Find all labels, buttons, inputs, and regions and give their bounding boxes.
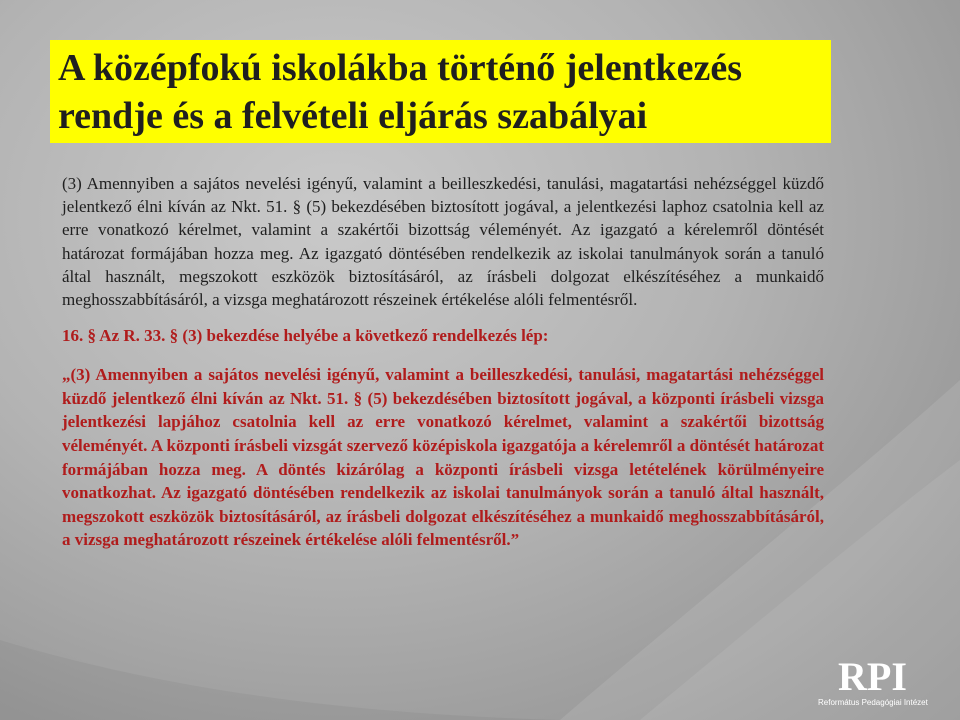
rpi-logo-text: RPI xyxy=(838,654,907,698)
rpi-logo xyxy=(812,648,952,716)
original-provision-paragraph: (3) Amennyiben a sajátos nevelési igényű, valamint a beilleszkedési, tanulási, magatartási nehézséggel küzdő jelentkező élni kíván az Nkt. 51. § (5) bekezdésében biztosított jogával, a jelentkezési laphoz csatolnia kell az erre vonatkozó kérelmet, valamint a szakértői bizottság véleményét. Az igazgató a kérelemről döntését határozat formájában hozza meg. Az igazgató döntésében rendelkezik az iskolai tanulmányok során a tanuló által használt, megszokott eszközök biztosításáról, az írásbeli dolgozat elkészítéséhez a munkaidő meghosszabbításáról, a vizsga meghatározott részeinek értékelése alóli felmentésről. xyxy=(62,174,824,310)
amended-provision-paragraph: „(3) Amennyiben a sajátos nevelési igényű, valamint a beilleszkedési, tanulási, magatartási nehézséggel küzdő jelentkező élni kíván az Nkt. 51. § (5) bekezdésében biztosított jogával, a központi írásbeli vizsga jelentkezési lapjához csatolnia kell az erre vonatkozó kérelmet, valamint a szakértői bizottság véleményét. A központi írásbeli vizsgát szervező középiskola igazgatója a kérelemről a döntését határozat formájában hozza meg. A döntés kizárólag a központi írásbeli vizsga letételének körülményeire vonatkozhat. Az igazgató döntésében rendelkezik az iskolai tanulmányok során a tanuló által használt, megszokott eszközök biztosításáról, az írásbeli dolgozat elkészítéséhez a munkaidő meghosszabbításáról, a vizsga meghatározott részeinek értékelése alóli felmentésről.” xyxy=(62,365,824,550)
slide-body xyxy=(62,172,824,552)
rpi-logo-mark xyxy=(812,648,952,698)
amendment-heading: 16. § Az R. 33. § (3) bekezdése helyébe a következő rendelkezés lép: xyxy=(62,326,549,346)
rpi-logo-caption: Református Pedagógiai Intézet xyxy=(818,698,928,707)
slide-title: A középfokú iskolákba történő jelentkezés rendje és a felvételi eljárás szabályai xyxy=(58,47,742,137)
